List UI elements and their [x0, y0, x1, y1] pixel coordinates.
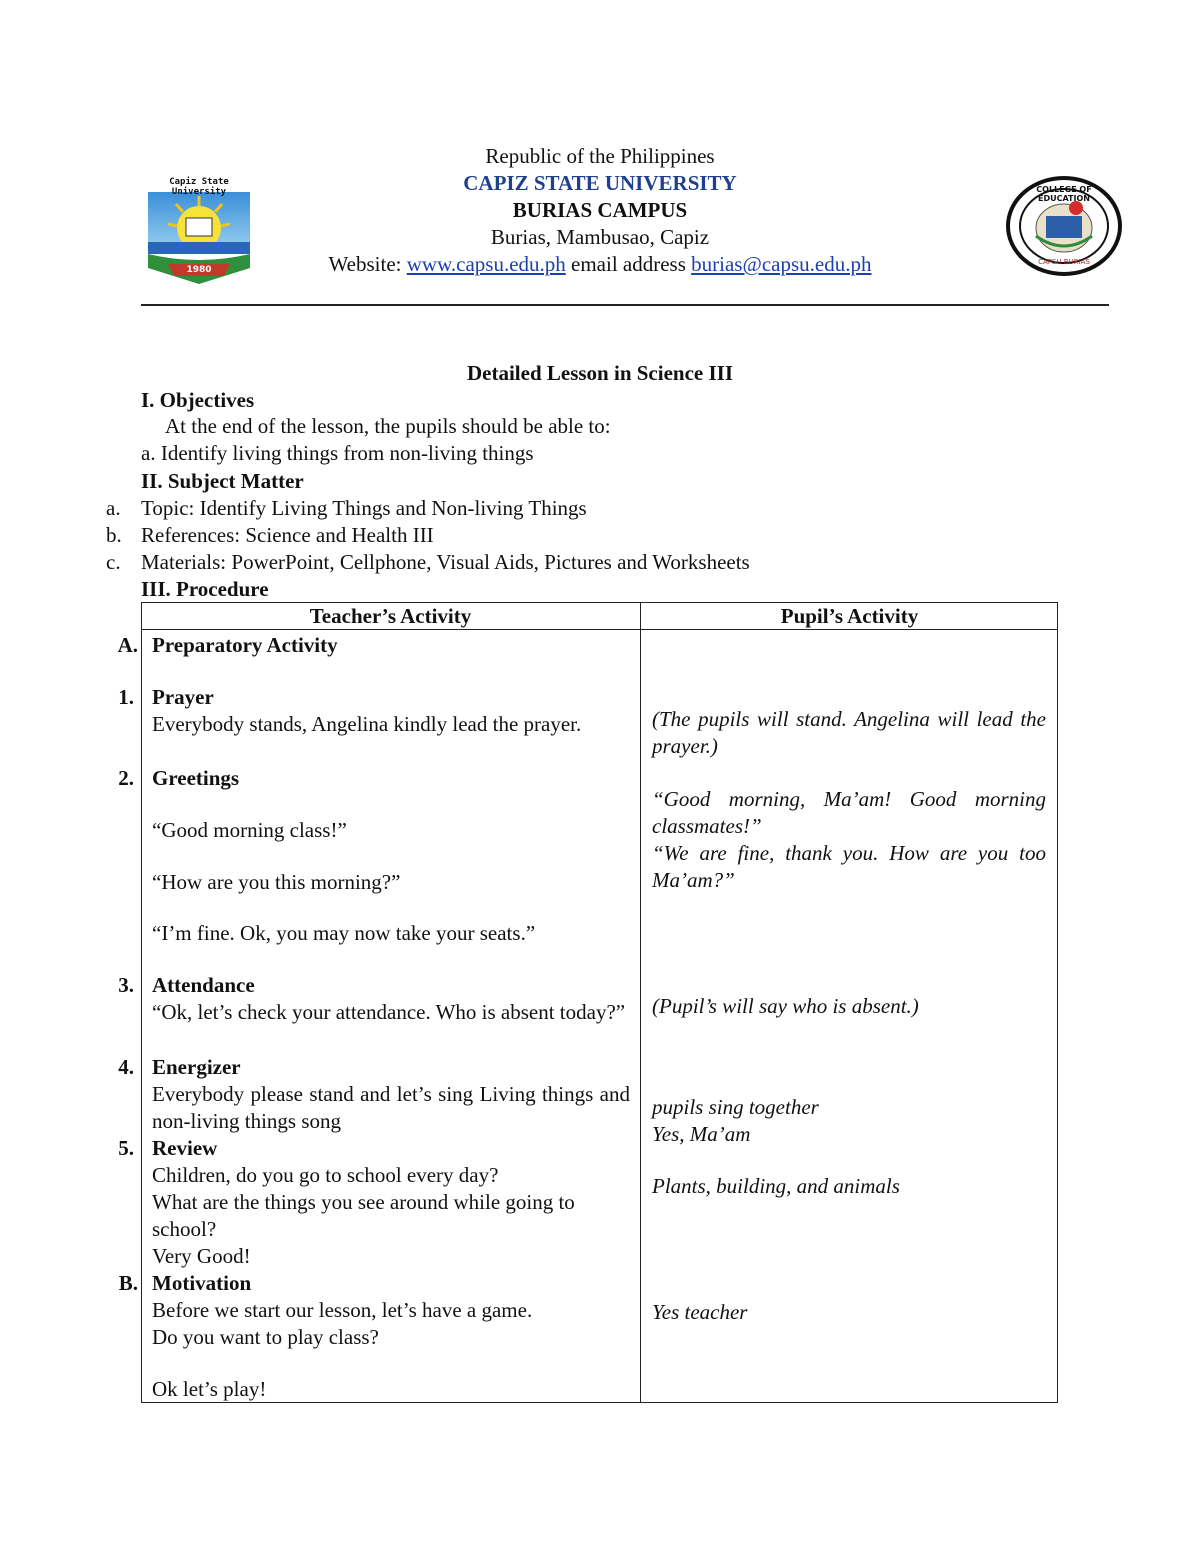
website-label: Website: — [328, 252, 407, 276]
email-label: email address — [565, 252, 692, 276]
review-teacher-line: Very Good! — [152, 1244, 251, 1268]
capsu-logo-banner: Capiz State University — [169, 177, 229, 197]
prayer-pupil-text: (The pupils will stand. Angelina will lead the prayer.) — [652, 707, 1046, 758]
greetings-title: Greetings — [152, 766, 240, 790]
section-b-title: Motivation — [152, 1271, 252, 1295]
subject-item-topic: Topic: Identify Living Things and Non-living Things — [141, 496, 587, 520]
capsu-logo-year: 1980 — [186, 265, 212, 275]
greetings-teacher-line: “I’m fine. Ok, you may now take your seats.” — [152, 921, 536, 945]
greetings-pupil-line: “Good morning, Ma’am! Good morning classmates!” — [652, 787, 1046, 838]
subject-item-marker: a. — [106, 496, 121, 520]
energizer-pupil-text: pupils sing together — [652, 1095, 819, 1119]
objectives-heading: I. Objectives — [141, 388, 255, 412]
website-link[interactable]: www.capsu.edu.ph — [406, 252, 566, 276]
attendance-pupil-text: (Pupil’s will say who is absent.) — [652, 994, 919, 1018]
motivation-pupil-line: Yes teacher — [652, 1300, 748, 1324]
energizer-teacher-text: Everybody please stand and let’s sing Living things and non-living things song — [152, 1082, 630, 1133]
review-marker: 5. — [118, 1136, 134, 1160]
energizer-marker: 4. — [118, 1055, 134, 1079]
header-divider — [141, 304, 1109, 306]
subject-item-references: References: Science and Health III — [141, 523, 434, 547]
capsu-logo — [146, 176, 252, 284]
seal-bottom-text: CAPSU BURIAS — [1038, 258, 1090, 266]
section-b-marker: B. — [118, 1271, 138, 1295]
subject-item-materials: Materials: PowerPoint, Cellphone, Visual Aids, Pictures and Worksheets — [141, 550, 750, 574]
subject-item-marker: b. — [106, 523, 122, 547]
objectives-intro: At the end of the lesson, the pupils should be able to: — [165, 414, 611, 438]
greetings-teacher-line: “Good morning class!” — [152, 818, 347, 842]
campus-address: Burias, Mambusao, Capiz — [490, 225, 710, 249]
motivation-teacher-line: Do you want to play class? — [152, 1325, 379, 1349]
procedure-heading: III. Procedure — [141, 577, 269, 601]
lesson-title: Detailed Lesson in Science III — [466, 361, 733, 385]
prayer-marker: 1. — [118, 685, 134, 709]
republic-line: Republic of the Philippines — [485, 144, 715, 168]
motivation-teacher-line: Ok let’s play! — [152, 1377, 267, 1401]
objective-item: a. Identify living things from non-living things — [141, 441, 534, 465]
contact-line — [240, 251, 960, 278]
greetings-teacher-line: “How are you this morning?” — [152, 870, 401, 894]
college-of-education-seal — [1006, 176, 1122, 276]
teacher-activity-header: Teacher’s Activity — [309, 604, 472, 628]
section-a-title: Preparatory Activity — [152, 633, 338, 657]
email-link[interactable]: burias@capsu.edu.ph — [691, 252, 872, 276]
review-teacher-line: Children, do you go to school every day? — [152, 1163, 499, 1187]
subject-matter-heading: II. Subject Matter — [141, 469, 304, 493]
attendance-teacher-text: “Ok, let’s check your attendance. Who is absent today?” — [152, 1000, 626, 1024]
review-pupil-line: Plants, building, and animals — [652, 1174, 900, 1198]
motivation-teacher-line: Before we start our lesson, let’s have a game. — [152, 1298, 533, 1322]
review-pupil-line: Yes, Ma’am — [652, 1122, 751, 1146]
table-column-divider — [640, 602, 641, 1403]
review-title: Review — [152, 1136, 218, 1160]
greetings-marker: 2. — [118, 766, 134, 790]
attendance-marker: 3. — [118, 973, 134, 997]
seal-ring-text: COLLEGE OF EDUCATION — [1036, 185, 1092, 203]
prayer-teacher-text: Everybody stands, Angelina kindly lead the prayer. — [152, 712, 582, 736]
campus-name: BURIAS CAMPUS — [512, 198, 688, 222]
prayer-title: Prayer — [152, 685, 214, 709]
review-teacher-line: What are the things you see around while going to school? — [152, 1190, 575, 1241]
university-name: CAPIZ STATE UNIVERSITY — [463, 171, 737, 195]
energizer-title: Energizer — [152, 1055, 241, 1079]
pupil-activity-header: Pupil’s Activity — [780, 604, 919, 628]
section-a-marker: A. — [117, 633, 138, 657]
subject-item-marker: c. — [106, 550, 121, 574]
greetings-pupil-line: “We are fine, thank you. How are you too Ma’am?” — [652, 841, 1046, 892]
attendance-title: Attendance — [152, 973, 255, 997]
